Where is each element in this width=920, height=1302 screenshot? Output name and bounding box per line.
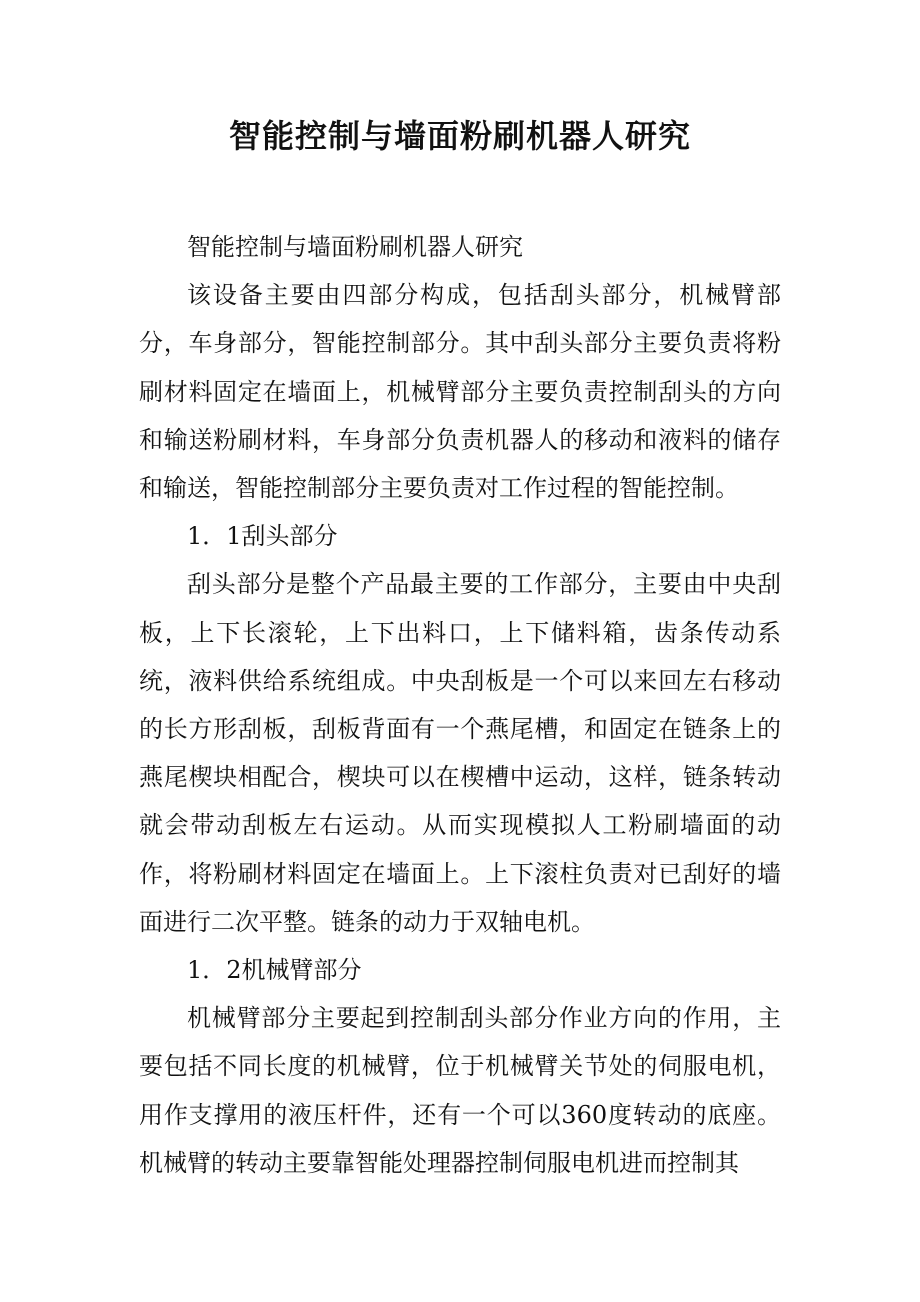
overview-paragraph: 该设备主要由四部分构成，包括刮头部分，机械臂部分，车身部分，智能控制部分。其中刮头部分主要负责将粉刷材料固定在墙面上，机械臂部分主要负责控制刮头的方向和输送粉刷材料，车身部分负责机器人的移动和液料的储存和输送，智能控制部分主要负责对工作过程的智能控制。 — [139, 281, 781, 503]
scraper-head-paragraph: 刮头部分是整个产品最主要的工作部分，主要由中央刮板，上下长滚轮，上下出料口，上下储料箱，齿条传动系统，液料供给系统组成。中央刮板是一个可以来回左右移动的长方形刮板，刮板背面有一个燕尾槽，和固定在链条上的燕尾楔块相配合，楔块可以在楔槽中运动，这样，链条转动就会带动刮板左右运动。从而实现模拟人工粉刷墙面的动作，将粉刷材料固定在墙面上。上下滚柱负责对已刮好的墙面进行二次平整。链条的动力于双轴电机。 — [139, 570, 781, 936]
section-heading-1-1: 1．1刮头部分 — [187, 522, 338, 551]
document-body — [139, 223, 781, 1187]
subtitle-paragraph: 智能控制与墙面粉刷机器人研究 — [187, 233, 523, 261]
robot-arm-paragraph: 机械臂部分主要起到控制刮头部分作业方向的作用，主要包括不同长度的机械臂，位于机械臂关节处的伺服电机，用作支撑用的液压杆件，还有一个可以360度转动的底座。机械臂的转动主要靠智能处理器控制伺服电机进而控制其 — [139, 1004, 781, 1177]
section-heading-1-2: 1．2机械臂部分 — [187, 956, 362, 985]
document-title: 智能控制与墙面粉刷机器人研究 — [228, 117, 691, 155]
